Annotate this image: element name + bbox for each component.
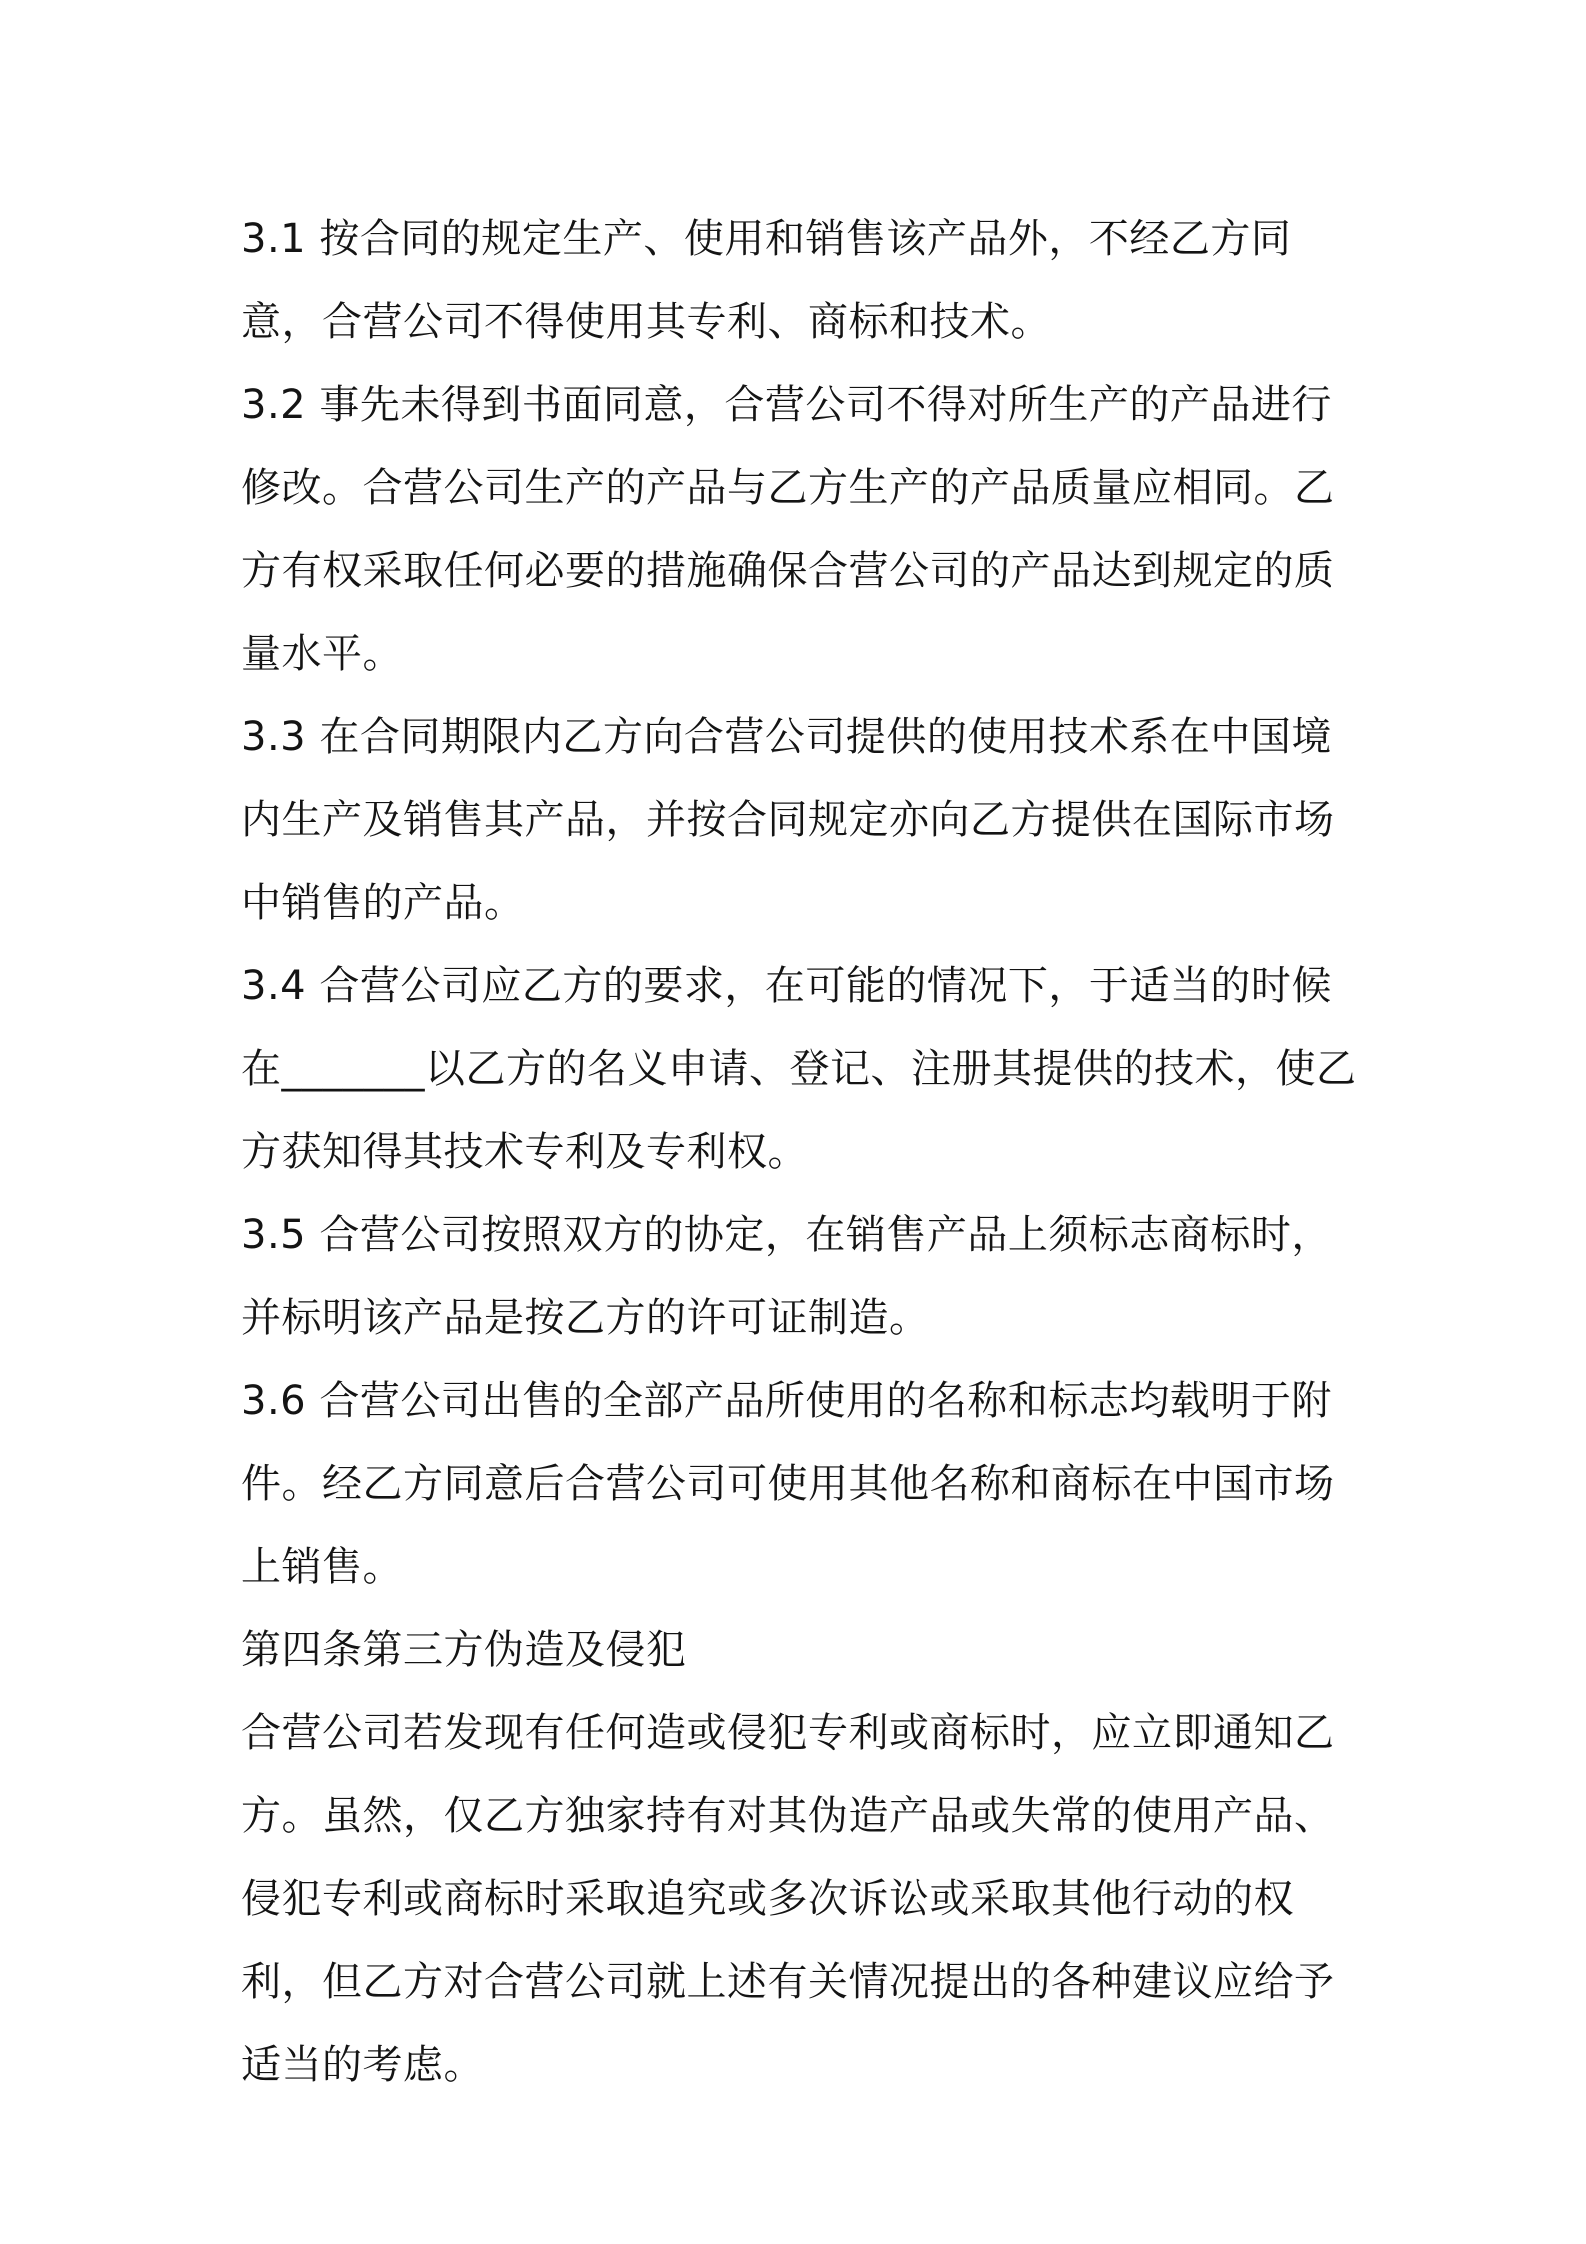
clause-3-2: 3.2 事先未得到书面同意，合营公司不得对所生产的产品进行修改。合营公司生产的产品与乙方生产的产品质量应相同。乙方有权采取任何必要的措施确保合营公司的产品达到规定的质量水平。 bbox=[241, 382, 1335, 677]
document-body bbox=[241, 198, 1371, 2107]
clause-3-4: 3.4 合营公司应乙方的要求，在可能的情况下，于适当的时候在_______以乙方的名义申请、登记、注册其提供的技术，使乙方获知得其技术专利及专利权。 bbox=[241, 963, 1357, 1175]
article-4-body: 合营公司若发现有任何造或侵犯专利或商标时，应立即通知乙方。虽然，仅乙方独家持有对其伪造产品或失常的使用产品、侵犯专利或商标时采取追究或多次诉讼或采取其他行动的权利，但乙方对合营公司就上述有关情况提出的各种建议应给予适当的考虑。 bbox=[241, 1710, 1335, 2088]
clause-3-3: 3.3 在合同期限内乙方向合营公司提供的使用技术系在中国境内生产及销售其产品，并按合同规定亦向乙方提供在国际市场中销售的产品。 bbox=[241, 714, 1335, 926]
clause-3-1: 3.1 按合同的规定生产、使用和销售该产品外，不经乙方同意，合营公司不得使用其专利、商标和技术。 bbox=[241, 216, 1292, 345]
clause-3-5: 3.5 合营公司按照双方的协定，在销售产品上须标志商标时，并标明该产品是按乙方的许可证制造。 bbox=[241, 1212, 1332, 1341]
article-4-heading: 第四条第三方伪造及侵犯 bbox=[241, 1627, 687, 1673]
clause-3-6: 3.6 合营公司出售的全部产品所使用的名称和标志均载明于附件。经乙方同意后合营公司可使用其他名称和商标在中国市场上销售。 bbox=[241, 1378, 1335, 1590]
